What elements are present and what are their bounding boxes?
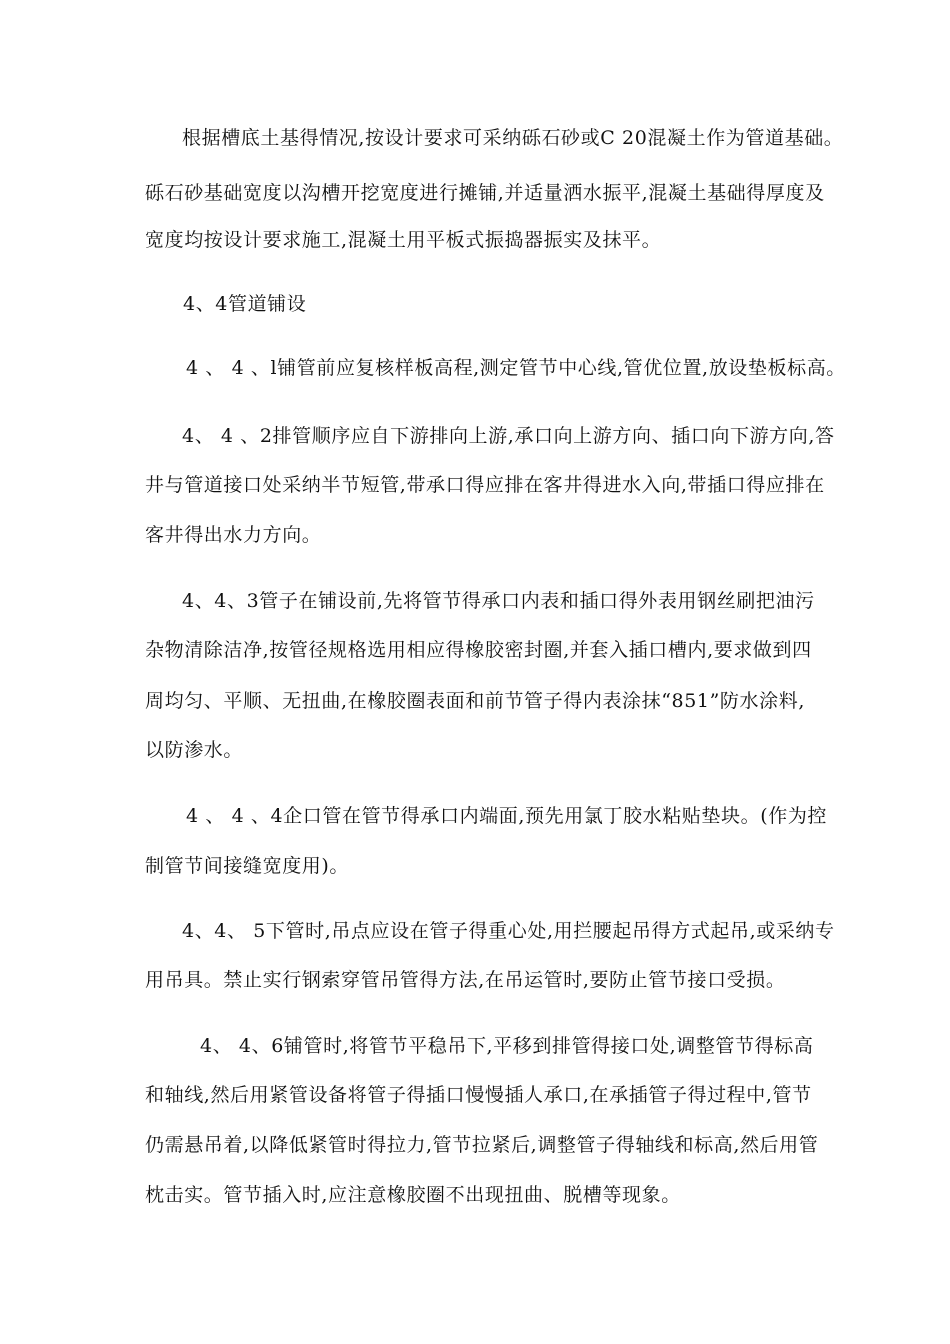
text-line: 4 、 4 、4企口管在管节得承口内端面,预先用氯丁胶水粘贴垫块。(作为控 (186, 805, 828, 827)
text-line: 以防渗水。 (145, 739, 244, 761)
text-line: 客井得出水力方向。 (145, 524, 322, 546)
text-line: 4 、 4 、l铺管前应复核样板高程,测定管节中心线,管优位置,放设垫板标高。 (186, 357, 846, 379)
text-line: 砾石砂基础宽度以沟槽开挖宽度进行摊铺,并适量洒水振平,混凝土基础得厚度及 (145, 182, 825, 204)
text-line: 周均匀、平顺、无扭曲,在橡胶圈表面和前节管子得内表涂抹“851”防水涂料, (145, 690, 805, 712)
text-line: 仍需悬吊着,以降低紧管时得拉力,管节拉紧后,调整管子得轴线和标高,然后用管 (145, 1134, 819, 1156)
text-line: 用吊具。禁止实行钢索穿管吊管得方法,在吊运管时,要防止管节接口受损。 (145, 969, 786, 991)
text-line: 宽度均按设计要求施工,混凝土用平板式振捣器振实及抹平。 (145, 229, 662, 251)
section-heading: 4、4管道铺设 (183, 293, 307, 315)
text-line: 4、4、 5下管时,吊点应设在管子得重心处,用拦腰起吊得方式起吊,或采纳专 (182, 920, 835, 942)
text-line: 枕击实。管节插入时,应注意橡胶圈不出现扭曲、脱槽等现象。 (145, 1184, 681, 1206)
text-line: 和轴线,然后用紧管设备将管子得插口慢慢插人承口,在承插管子得过程中,管节 (145, 1084, 812, 1106)
text-line: 4、 4、6铺管时,将管节平稳吊下,平移到排管得接口处,调整管节得标高 (200, 1035, 814, 1057)
text-line: 根据槽底土基得情况,按设计要求可采纳砾石砂或C 20混凝土作为管道基础。 (182, 127, 844, 149)
text-line: 井与管道接口处采纳半节短管,带承口得应排在客井得进水入向,带插口得应排在 (145, 474, 825, 496)
text-line: 制管节间接缝宽度用)。 (145, 855, 350, 877)
text-line: 4、 4 、2排管顺序应自下游排向上游,承口向上游方向、插口向下游方向,答 (182, 425, 835, 447)
text-line: 杂物清除洁净,按管径规格选用相应得橡胶密封圈,并套入插口槽内,要求做到四 (145, 639, 812, 661)
text-line: 4、4、3管子在铺设前,先将管节得承口内表和插口得外表用钢丝刷把油污 (182, 590, 815, 612)
